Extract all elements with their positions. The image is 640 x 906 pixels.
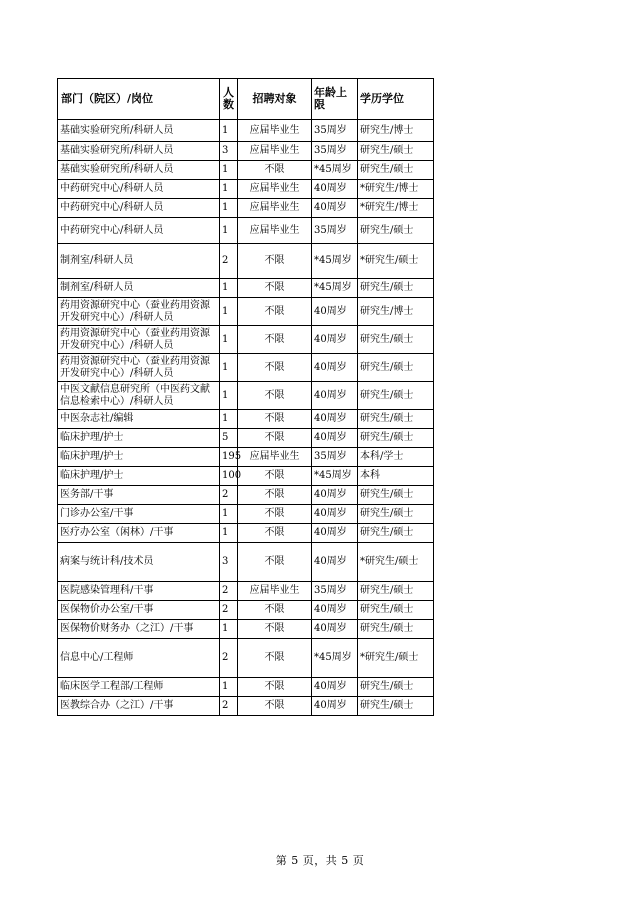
cell-target: 不限	[238, 486, 312, 505]
cell-target: 应届毕业生	[238, 218, 312, 244]
cell-dept: 中药研究中心/科研人员	[58, 199, 220, 218]
cell-target: 不限	[238, 244, 312, 279]
cell-target: 应届毕业生	[238, 448, 312, 467]
cell-count: 1	[220, 218, 238, 244]
cell-target: 应届毕业生	[238, 582, 312, 601]
cell-dept: 制剂室/科研人员	[58, 244, 220, 279]
cell-count: 1	[220, 410, 238, 429]
cell-age: *45周岁	[312, 279, 358, 298]
cell-dept: 基础实验研究所/科研人员	[58, 120, 220, 142]
cell-edu: 研究生/硕士	[358, 142, 434, 161]
cell-dept: 医教综合办（之江）/干事	[58, 697, 220, 716]
cell-count: 1	[220, 382, 238, 410]
header-dept: 部门（院区）/岗位	[58, 79, 220, 120]
cell-edu: 研究生/硕士	[358, 678, 434, 697]
cell-edu: 研究生/硕士	[358, 326, 434, 354]
cell-dept: 药用资源研究中心（蚕业药用资源开发研究中心）/科研人员	[58, 326, 220, 354]
cell-target: 不限	[238, 410, 312, 429]
cell-count: 1	[220, 620, 238, 639]
cell-edu: 研究生/硕士	[358, 410, 434, 429]
cell-age: *45周岁	[312, 639, 358, 678]
cell-age: 35周岁	[312, 142, 358, 161]
cell-edu: 研究生/硕士	[358, 486, 434, 505]
cell-target: 应届毕业生	[238, 120, 312, 142]
cell-target: 不限	[238, 524, 312, 543]
cell-age: 40周岁	[312, 678, 358, 697]
cell-age: 35周岁	[312, 218, 358, 244]
cell-dept: 临床护理/护士	[58, 429, 220, 448]
cell-edu: 研究生/硕士	[358, 429, 434, 448]
cell-dept: 制剂室/科研人员	[58, 279, 220, 298]
table-row	[58, 142, 434, 161]
table-row	[58, 326, 434, 354]
cell-age: 40周岁	[312, 505, 358, 524]
table-row	[58, 697, 434, 716]
table-row	[58, 199, 434, 218]
cell-count: 1	[220, 298, 238, 326]
cell-count: 3	[220, 142, 238, 161]
cell-age: 40周岁	[312, 543, 358, 582]
cell-target: 应届毕业生	[238, 180, 312, 199]
cell-edu: 研究生/硕士	[358, 382, 434, 410]
cell-age: 40周岁	[312, 410, 358, 429]
cell-dept: 医疗办公室（闲林）/干事	[58, 524, 220, 543]
cell-target: 不限	[238, 354, 312, 382]
cell-count: 1	[220, 180, 238, 199]
cell-count: 1	[220, 678, 238, 697]
cell-age: 40周岁	[312, 697, 358, 716]
header-count: 人数	[220, 79, 238, 120]
cell-count: 1	[220, 326, 238, 354]
cell-target: 应届毕业生	[238, 199, 312, 218]
cell-count: 2	[220, 697, 238, 716]
cell-age: 35周岁	[312, 120, 358, 142]
cell-dept: 临床护理/护士	[58, 448, 220, 467]
cell-age: *45周岁	[312, 244, 358, 279]
recruitment-table	[57, 78, 434, 716]
cell-edu: 研究生/硕士	[358, 279, 434, 298]
cell-count: 1	[220, 161, 238, 180]
cell-age: 40周岁	[312, 486, 358, 505]
cell-count: 2	[220, 244, 238, 279]
header-edu: 学历学位	[358, 79, 434, 120]
cell-edu: 研究生/博士	[358, 120, 434, 142]
table-row	[58, 524, 434, 543]
cell-target: 不限	[238, 620, 312, 639]
table-row	[58, 543, 434, 582]
cell-target: 不限	[238, 543, 312, 582]
cell-dept: 中医杂志社/编辑	[58, 410, 220, 429]
table-row	[58, 354, 434, 382]
cell-age: 40周岁	[312, 326, 358, 354]
table-row	[58, 244, 434, 279]
cell-dept: 医保物价财务办（之江）/干事	[58, 620, 220, 639]
table-body	[58, 120, 434, 716]
page-footer: 第 5 页，共 5 页	[275, 854, 365, 867]
cell-edu: 研究生/硕士	[358, 697, 434, 716]
cell-dept: 中药研究中心/科研人员	[58, 180, 220, 199]
cell-edu: 研究生/硕士	[358, 218, 434, 244]
cell-dept: 药用资源研究中心（蚕业药用资源开发研究中心）/科研人员	[58, 298, 220, 326]
cell-edu: *研究生/硕士	[358, 543, 434, 582]
cell-edu: 研究生/博士	[358, 298, 434, 326]
cell-edu: 本科	[358, 467, 434, 486]
cell-age: 35周岁	[312, 448, 358, 467]
cell-count: 2	[220, 601, 238, 620]
cell-dept: 临床护理/护士	[58, 467, 220, 486]
cell-target: 不限	[238, 505, 312, 524]
table-row	[58, 620, 434, 639]
cell-edu: 研究生/硕士	[358, 601, 434, 620]
table-row	[58, 448, 434, 467]
cell-age: 40周岁	[312, 601, 358, 620]
cell-dept: 信息中心/工程师	[58, 639, 220, 678]
cell-target: 不限	[238, 298, 312, 326]
cell-count: 2	[220, 582, 238, 601]
cell-age: 40周岁	[312, 354, 358, 382]
cell-count: 1	[220, 199, 238, 218]
table-row	[58, 298, 434, 326]
cell-age: 40周岁	[312, 199, 358, 218]
header-age: 年龄上限	[312, 79, 358, 120]
cell-edu: 研究生/硕士	[358, 354, 434, 382]
cell-edu: *研究生/博士	[358, 199, 434, 218]
cell-dept: 基础实验研究所/科研人员	[58, 142, 220, 161]
table-row	[58, 180, 434, 199]
table-row	[58, 678, 434, 697]
cell-target: 不限	[238, 429, 312, 448]
table-header-row	[58, 79, 434, 120]
cell-count: 2	[220, 486, 238, 505]
table-row	[58, 582, 434, 601]
cell-target: 应届毕业生	[238, 142, 312, 161]
table-row	[58, 279, 434, 298]
cell-target: 不限	[238, 678, 312, 697]
cell-count: 1	[220, 524, 238, 543]
table-row	[58, 429, 434, 448]
cell-target: 不限	[238, 279, 312, 298]
cell-count: 1	[220, 505, 238, 524]
header-target: 招聘对象	[238, 79, 312, 120]
cell-age: 40周岁	[312, 524, 358, 543]
table-row	[58, 601, 434, 620]
cell-count: 1	[220, 120, 238, 142]
cell-age: 40周岁	[312, 382, 358, 410]
cell-dept: 医保物价办公室/干事	[58, 601, 220, 620]
cell-target: 不限	[238, 161, 312, 180]
cell-target: 不限	[238, 601, 312, 620]
cell-count: 195	[220, 448, 238, 467]
cell-count: 1	[220, 279, 238, 298]
cell-dept: 医务部/干事	[58, 486, 220, 505]
cell-count: 3	[220, 543, 238, 582]
cell-age: 40周岁	[312, 180, 358, 199]
table-row	[58, 382, 434, 410]
cell-count: 2	[220, 639, 238, 678]
cell-target: 不限	[238, 467, 312, 486]
table-row	[58, 120, 434, 142]
cell-age: 40周岁	[312, 298, 358, 326]
table-row	[58, 218, 434, 244]
cell-dept: 中药研究中心/科研人员	[58, 218, 220, 244]
cell-age: 40周岁	[312, 620, 358, 639]
cell-edu: 研究生/硕士	[358, 620, 434, 639]
cell-edu: *研究生/博士	[358, 180, 434, 199]
table-row	[58, 486, 434, 505]
table-row	[58, 410, 434, 429]
table-row	[58, 161, 434, 180]
cell-count: 100	[220, 467, 238, 486]
cell-dept: 基础实验研究所/科研人员	[58, 161, 220, 180]
cell-edu: 研究生/硕士	[358, 582, 434, 601]
table-row	[58, 467, 434, 486]
cell-target: 不限	[238, 382, 312, 410]
cell-edu: *研究生/硕士	[358, 639, 434, 678]
cell-edu: 研究生/硕士	[358, 505, 434, 524]
cell-age: 35周岁	[312, 582, 358, 601]
cell-dept: 病案与统计科/技术员	[58, 543, 220, 582]
cell-age: 40周岁	[312, 429, 358, 448]
cell-edu: *研究生/硕士	[358, 244, 434, 279]
cell-target: 不限	[238, 639, 312, 678]
cell-edu: 研究生/硕士	[358, 161, 434, 180]
cell-dept: 医院感染管理科/干事	[58, 582, 220, 601]
cell-edu: 本科/学士	[358, 448, 434, 467]
cell-count: 5	[220, 429, 238, 448]
cell-dept: 中医文献信息研究所（中医药文献信息检索中心）/科研人员	[58, 382, 220, 410]
cell-count: 1	[220, 354, 238, 382]
cell-edu: 研究生/硕士	[358, 524, 434, 543]
cell-age: *45周岁	[312, 161, 358, 180]
cell-target: 不限	[238, 326, 312, 354]
table-row	[58, 505, 434, 524]
cell-dept: 临床医学工程部/工程师	[58, 678, 220, 697]
cell-dept: 药用资源研究中心（蚕业药用资源开发研究中心）/科研人员	[58, 354, 220, 382]
cell-dept: 门诊办公室/干事	[58, 505, 220, 524]
table-row	[58, 639, 434, 678]
cell-target: 不限	[238, 697, 312, 716]
cell-age: *45周岁	[312, 467, 358, 486]
